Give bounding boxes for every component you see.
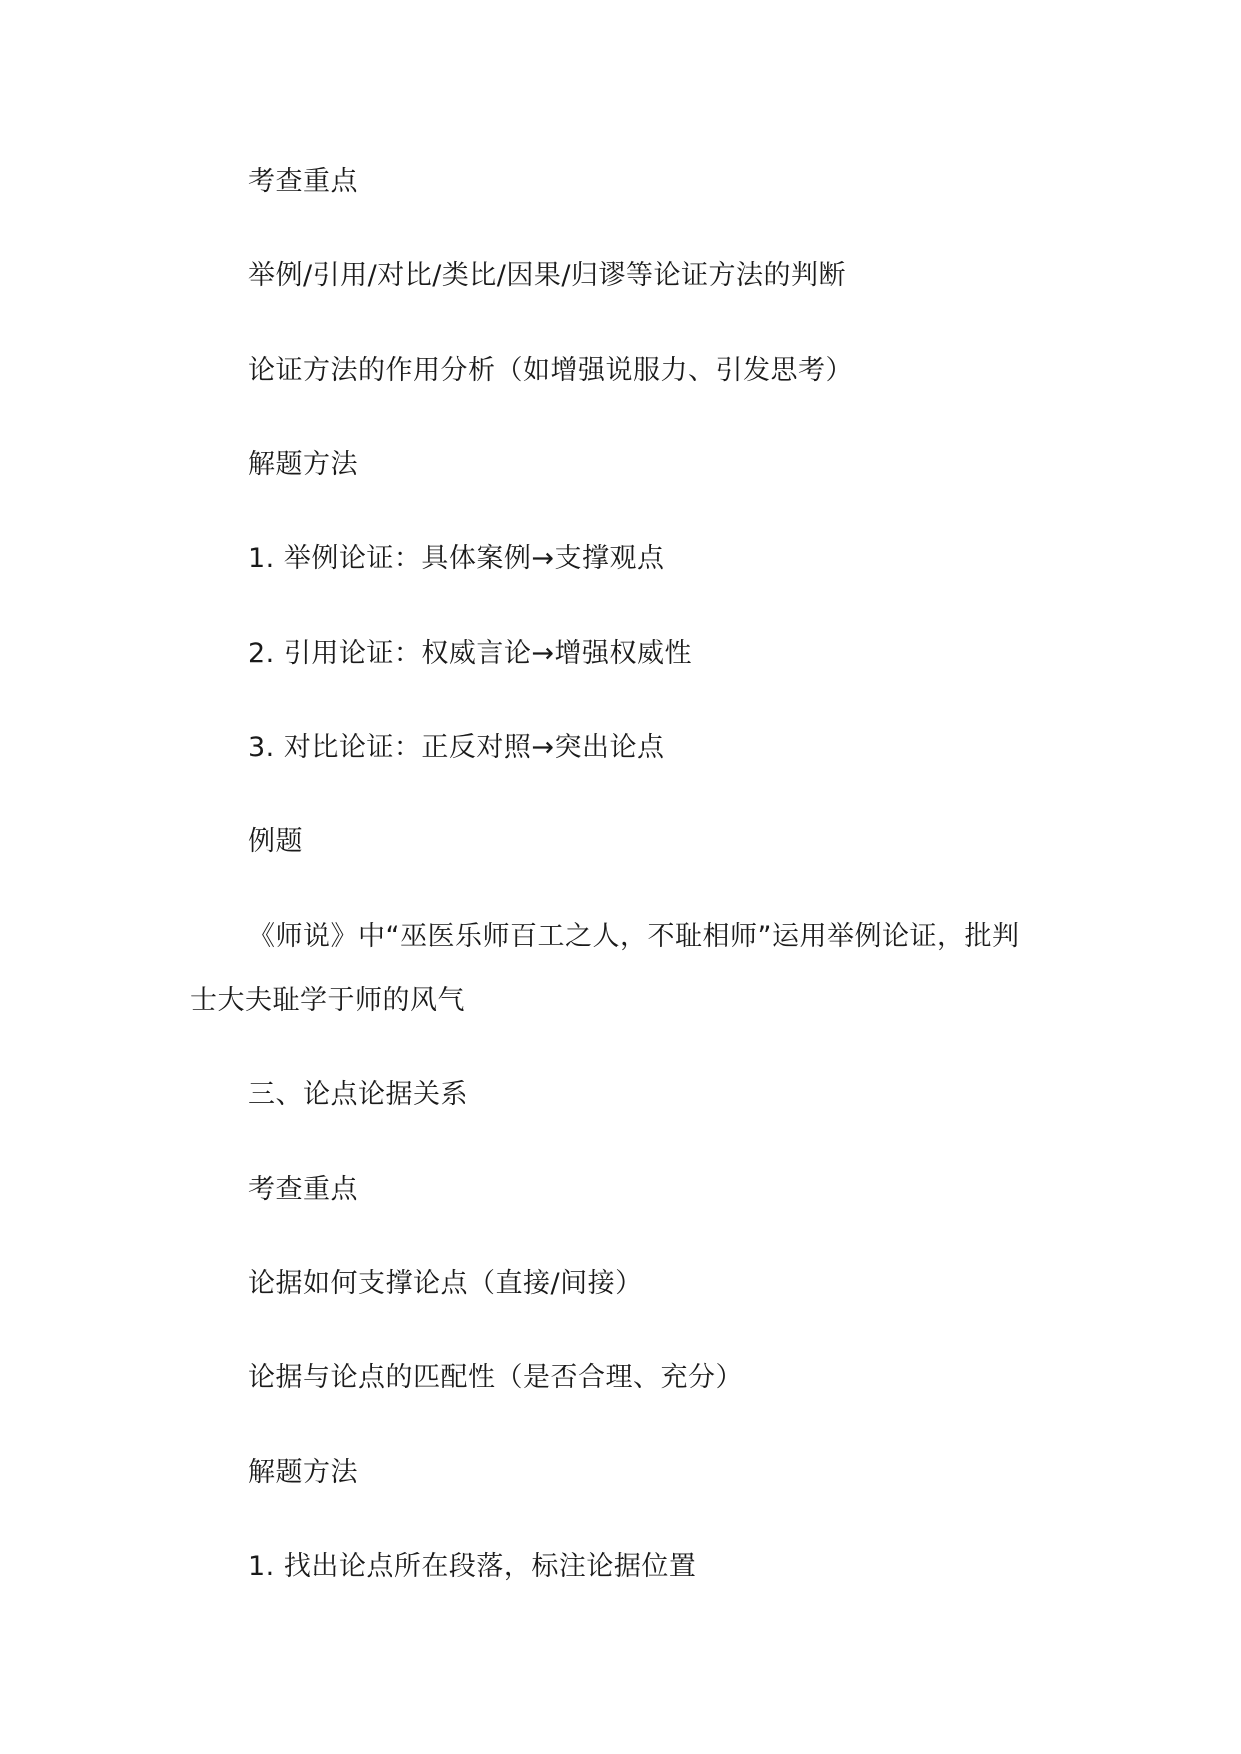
heading-solving-method: 解题方法 bbox=[248, 449, 358, 480]
heading-exam-focus: 考查重点 bbox=[248, 166, 358, 197]
list-item-1: 1. 举例论证：具体案例→支撑观点 bbox=[248, 543, 665, 574]
paragraph-argument-methods: 举例/引用/对比/类比/因果/归谬等论证方法的判断 bbox=[248, 260, 846, 291]
paragraph-evidence-match: 论据与论点的匹配性（是否合理、充分） bbox=[248, 1362, 743, 1393]
paragraph-method-function: 论证方法的作用分析（如增强说服力、引发思考） bbox=[248, 355, 853, 386]
list-item-find-argument: 1. 找出论点所在段落，标注论据位置 bbox=[248, 1551, 697, 1582]
section-heading-3: 三、论点论据关系 bbox=[248, 1079, 468, 1110]
heading-solving-method-2: 解题方法 bbox=[248, 1457, 358, 1488]
list-item-3: 3. 对比论证：正反对照→突出论点 bbox=[248, 732, 665, 763]
example-paragraph-line-1: 《师说》中“巫医乐师百工之人，不耻相师”运用举例论证，批判 bbox=[248, 921, 1020, 952]
paragraph-evidence-support: 论据如何支撑论点（直接/间接） bbox=[248, 1268, 643, 1299]
heading-example: 例题 bbox=[248, 826, 303, 857]
heading-exam-focus-2: 考查重点 bbox=[248, 1174, 358, 1205]
example-paragraph-line-2: 士大夫耻学于师的风气 bbox=[190, 985, 465, 1016]
list-item-2: 2. 引用论证：权威言论→增强权威性 bbox=[248, 638, 692, 669]
